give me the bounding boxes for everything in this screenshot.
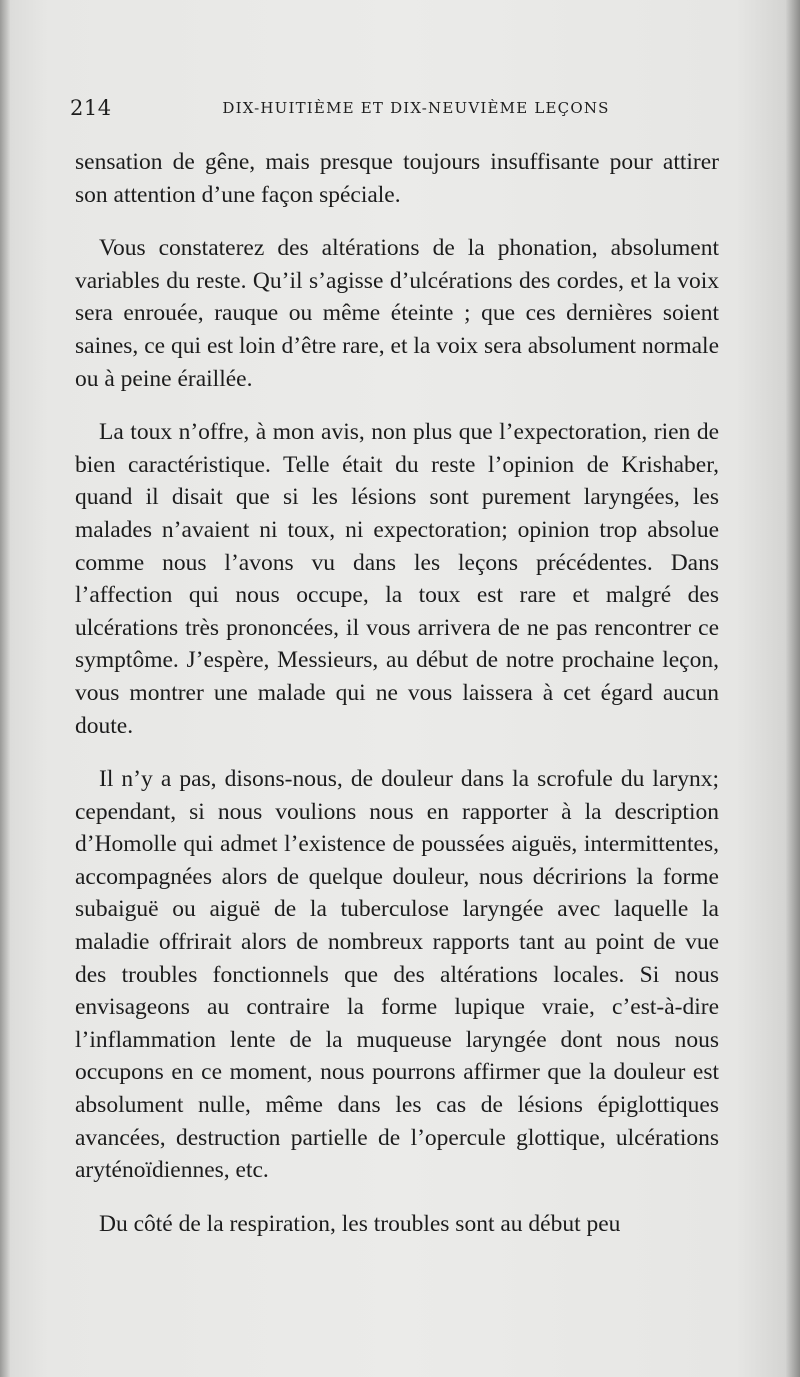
paragraph-douleur: Il n’y a pas, disons-nous, de douleur dans la scrofule du larynx; cependant, si nous voulions nous en rapporter à la description d’Homolle qui admet l’existence de poussées aiguës, intermittentes, accompagnées alors de quelque douleur, nous décririons la forme subaiguë ou aiguë de la tuberculose laryngée avec laquelle la maladie offrirait alors de nombreux rapports tant au point de vue des troubles fonctionnels que des altérations locales. Si nous envisageons au contraire la forme lupique vraie, c’est-à-dire l’inflammation lente de la muqueuse laryngée dont nous nous occupons en ce moment, nous pourrons affirmer que la douleur est absolument nulle, même dans les cas de lésions épiglottiques avancées, destruction partielle de l’opercule glottique, ulcérations aryténoïdiennes, etc.	[75, 766, 719, 1184]
page-header	[70, 96, 722, 128]
page-number: 214	[70, 96, 112, 120]
page-edge-shadow	[786, 0, 800, 1377]
body-text	[75, 146, 719, 1261]
paragraph-continuation: sensation de gêne, mais presque toujours insuffisante pour attirer son attention d’une façon spéciale.	[75, 149, 719, 208]
paragraph-phonation: Vous constaterez des altérations de la phonation, absolument variables du reste. Qu’il s’agisse d’ulcérations des cordes, et la voix sera enrouée, rauque ou même éteinte ; que ces dernières soient saines, ce qui est loin d’être rare, et la voix sera absolument normale ou à peine éraillée.	[75, 235, 719, 392]
running-title: DIX-HUITIÈME ET DIX-NEUVIÈME LEÇONS	[222, 99, 610, 117]
paragraph-toux: La toux n’offre, à mon avis, non plus que l’expectoration, rien de bien caractéristique. Telle était du reste l’opinion de Krishaber, quand il disait que si les lésions sont purement laryngées, les malades n’avaient ni toux, ni expectoration; opinion trop absolue comme nous l’avons vu dans les leçons précédentes. Dans l’affection qui nous occupe, la toux est rare et malgré des ulcérations très prononcées, il vous arrivera de ne pas rencontrer ce symptôme. J’espère, Messieurs, au début de notre prochaine leçon, vous montrer une malade qui ne vous laissera à cet égard aucun doute.	[75, 419, 719, 739]
page-gutter-shadow	[0, 0, 10, 1377]
paragraph-respiration: Du côté de la respiration, les troubles sont au début peu	[99, 1210, 621, 1237]
